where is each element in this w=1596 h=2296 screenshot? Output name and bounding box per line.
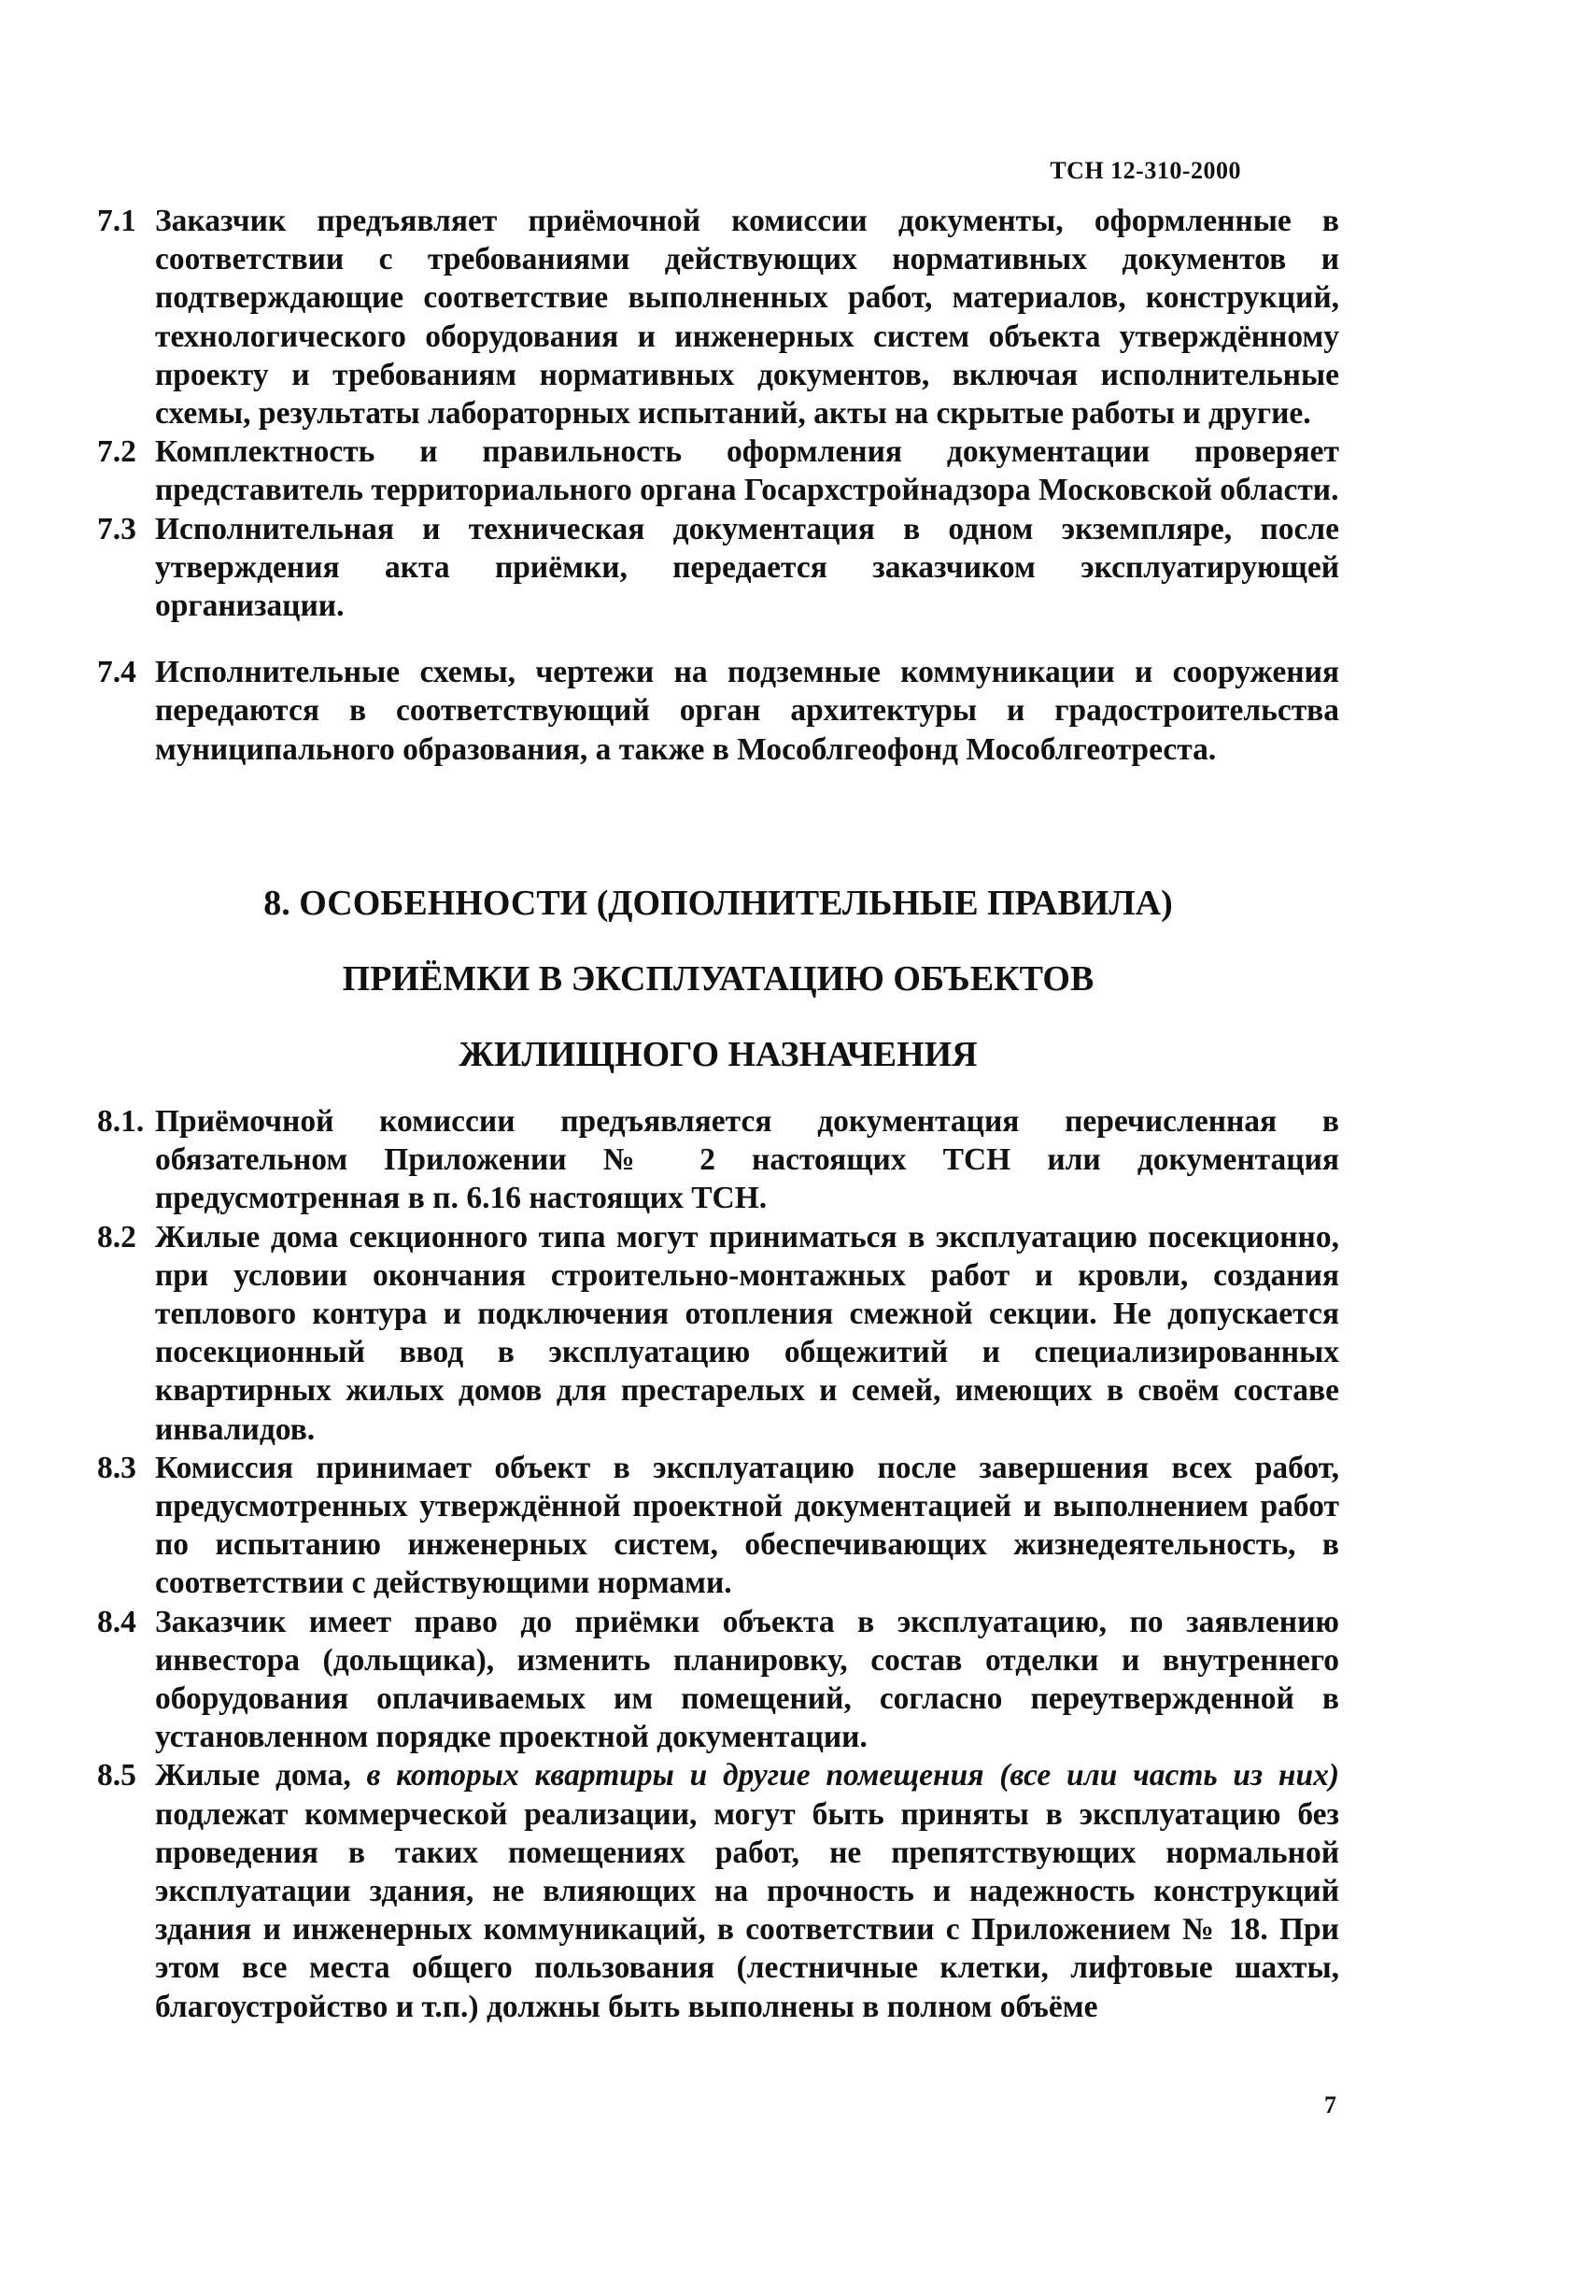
clause-7-4 <box>97 653 1339 769</box>
clause-text-italic: в которых квартиры и другие помещения (все или часть из них) <box>366 1758 1339 1793</box>
clause-text-rest: подлежат коммерческой реализации, могут быть приняты в эксплуатацию без проведения в таких помещениях работ, не препятствующих нормальной эксплуатации здания, не влияющих на прочность и надежность конструкций здания и инженерных коммуникаций, в соответствии с Приложением № 18. При этом все места общего пользования (лестничные клетки, лифтовые шахты, благоустройство и т.п.) должны быть выполнены в полном объёме <box>155 1796 1339 2024</box>
document-code: ТСН 12-310-2000 <box>1050 157 1241 184</box>
clause-number: 8.2 <box>97 1219 136 1254</box>
clause-number: 7.4 <box>97 655 136 690</box>
clause-7-1 <box>97 202 1339 432</box>
page-number: 7 <box>1324 2091 1336 2119</box>
heading-line-2: ПРИЁМКИ В ЭКСПЛУАТАЦИЮ ОБЪЕКТОВ <box>342 959 1095 999</box>
clause-text <box>155 1756 1339 2025</box>
clause-text: Исполнительные схемы, чертежи на подземные коммуникации и сооружения передаются в соответствующий орган архитектуры и градостроительства муниципального образования, а также в Мособлгеофонд Мособлгеотреста. <box>155 655 1339 767</box>
heading-line-1: 8. ОСОБЕННОСТИ (ДОПОЛНИТЕЛЬНЫЕ ПРАВИЛА) <box>263 884 1173 923</box>
clause-text: Комиссия принимает объект в эксплуатацию после завершения всех работ, предусмотренных утверждённой проектной документацией и выполнением работ по испытанию инженерных систем, обеспечивающих жизнедеятельность, в соответствии с действующими нормами. <box>155 1450 1339 1601</box>
clause-number: 7.3 <box>97 511 136 546</box>
clause-7-2 <box>97 432 1339 509</box>
clause-number: 8.3 <box>97 1450 136 1485</box>
clause-text: Жилые дома секционного типа могут приниматься в эксплуатацию посекционно, при условии окончания строительно-монтажных работ и кровли, создания теплового контура и подключения отопления смежной секции. Не допускается посекционный ввод в эксплуатацию общежитий и специализированных квартирных жилых домов для престарелых и семей, имеющих в своём составе инвалидов. <box>155 1219 1339 1447</box>
clause-8-2 <box>97 1218 1339 1449</box>
clause-number: 8.4 <box>97 1604 136 1639</box>
clause-7-3 <box>97 510 1339 626</box>
clause-number: 8.1. <box>97 1104 145 1139</box>
clause-8-3 <box>97 1449 1339 1603</box>
clause-number: 7.2 <box>97 434 136 470</box>
clause-text: Заказчик имеет право до приёмки объекта в эксплуатацию, по заявлению инвестора (дольщика), изменить планировку, состав отделки и внутреннего оборудования оплачиваемых им помещений, согласно переутвержденной в установленном порядке проектной документации. <box>155 1604 1339 1755</box>
section-7-clauses <box>97 202 1339 769</box>
clause-text-start: Жилые дома, <box>155 1758 367 1793</box>
clause-8-4 <box>97 1603 1339 1757</box>
clause-text: Приёмочной комиссии предъявляется документация перечисленная в обязательном Приложении № 2 настоящих ТСН или документация предусмотренная в п. 6.16 настоящих ТСН. <box>155 1104 1339 1216</box>
clause-text: Исполнительная и техническая документация в одном экземпляре, после утверждения акта приёмки, передается заказчиком эксплуатирующей организации. <box>155 511 1339 624</box>
clause-8-1 <box>97 1102 1339 1218</box>
clause-text: Комплектность и правильность оформления документации проверяет представитель территориального органа Госархстройнадзора Московской области. <box>155 434 1339 508</box>
section-8-clauses <box>97 1102 1339 2026</box>
clause-8-5 <box>97 1756 1339 2025</box>
heading-line-3: ЖИЛИЩНОГО НАЗНАЧЕНИЯ <box>459 1035 978 1074</box>
section-8-heading <box>97 866 1339 1093</box>
clause-number: 8.5 <box>97 1758 136 1793</box>
clause-text: Заказчик предъявляет приёмочной комиссии документы, оформленные в соответствии с требованиями действующих нормативных документов и подтверждающие соответствие выполненных работ, материалов, конструкций, технологического оборудования и инженерных систем объекта утверждённому проекту и требованиям нормативных документов, включая исполнительные схемы, результаты лабораторных испытаний, акты на скрытые работы и другие. <box>155 204 1339 432</box>
clause-number: 7.1 <box>97 204 136 238</box>
